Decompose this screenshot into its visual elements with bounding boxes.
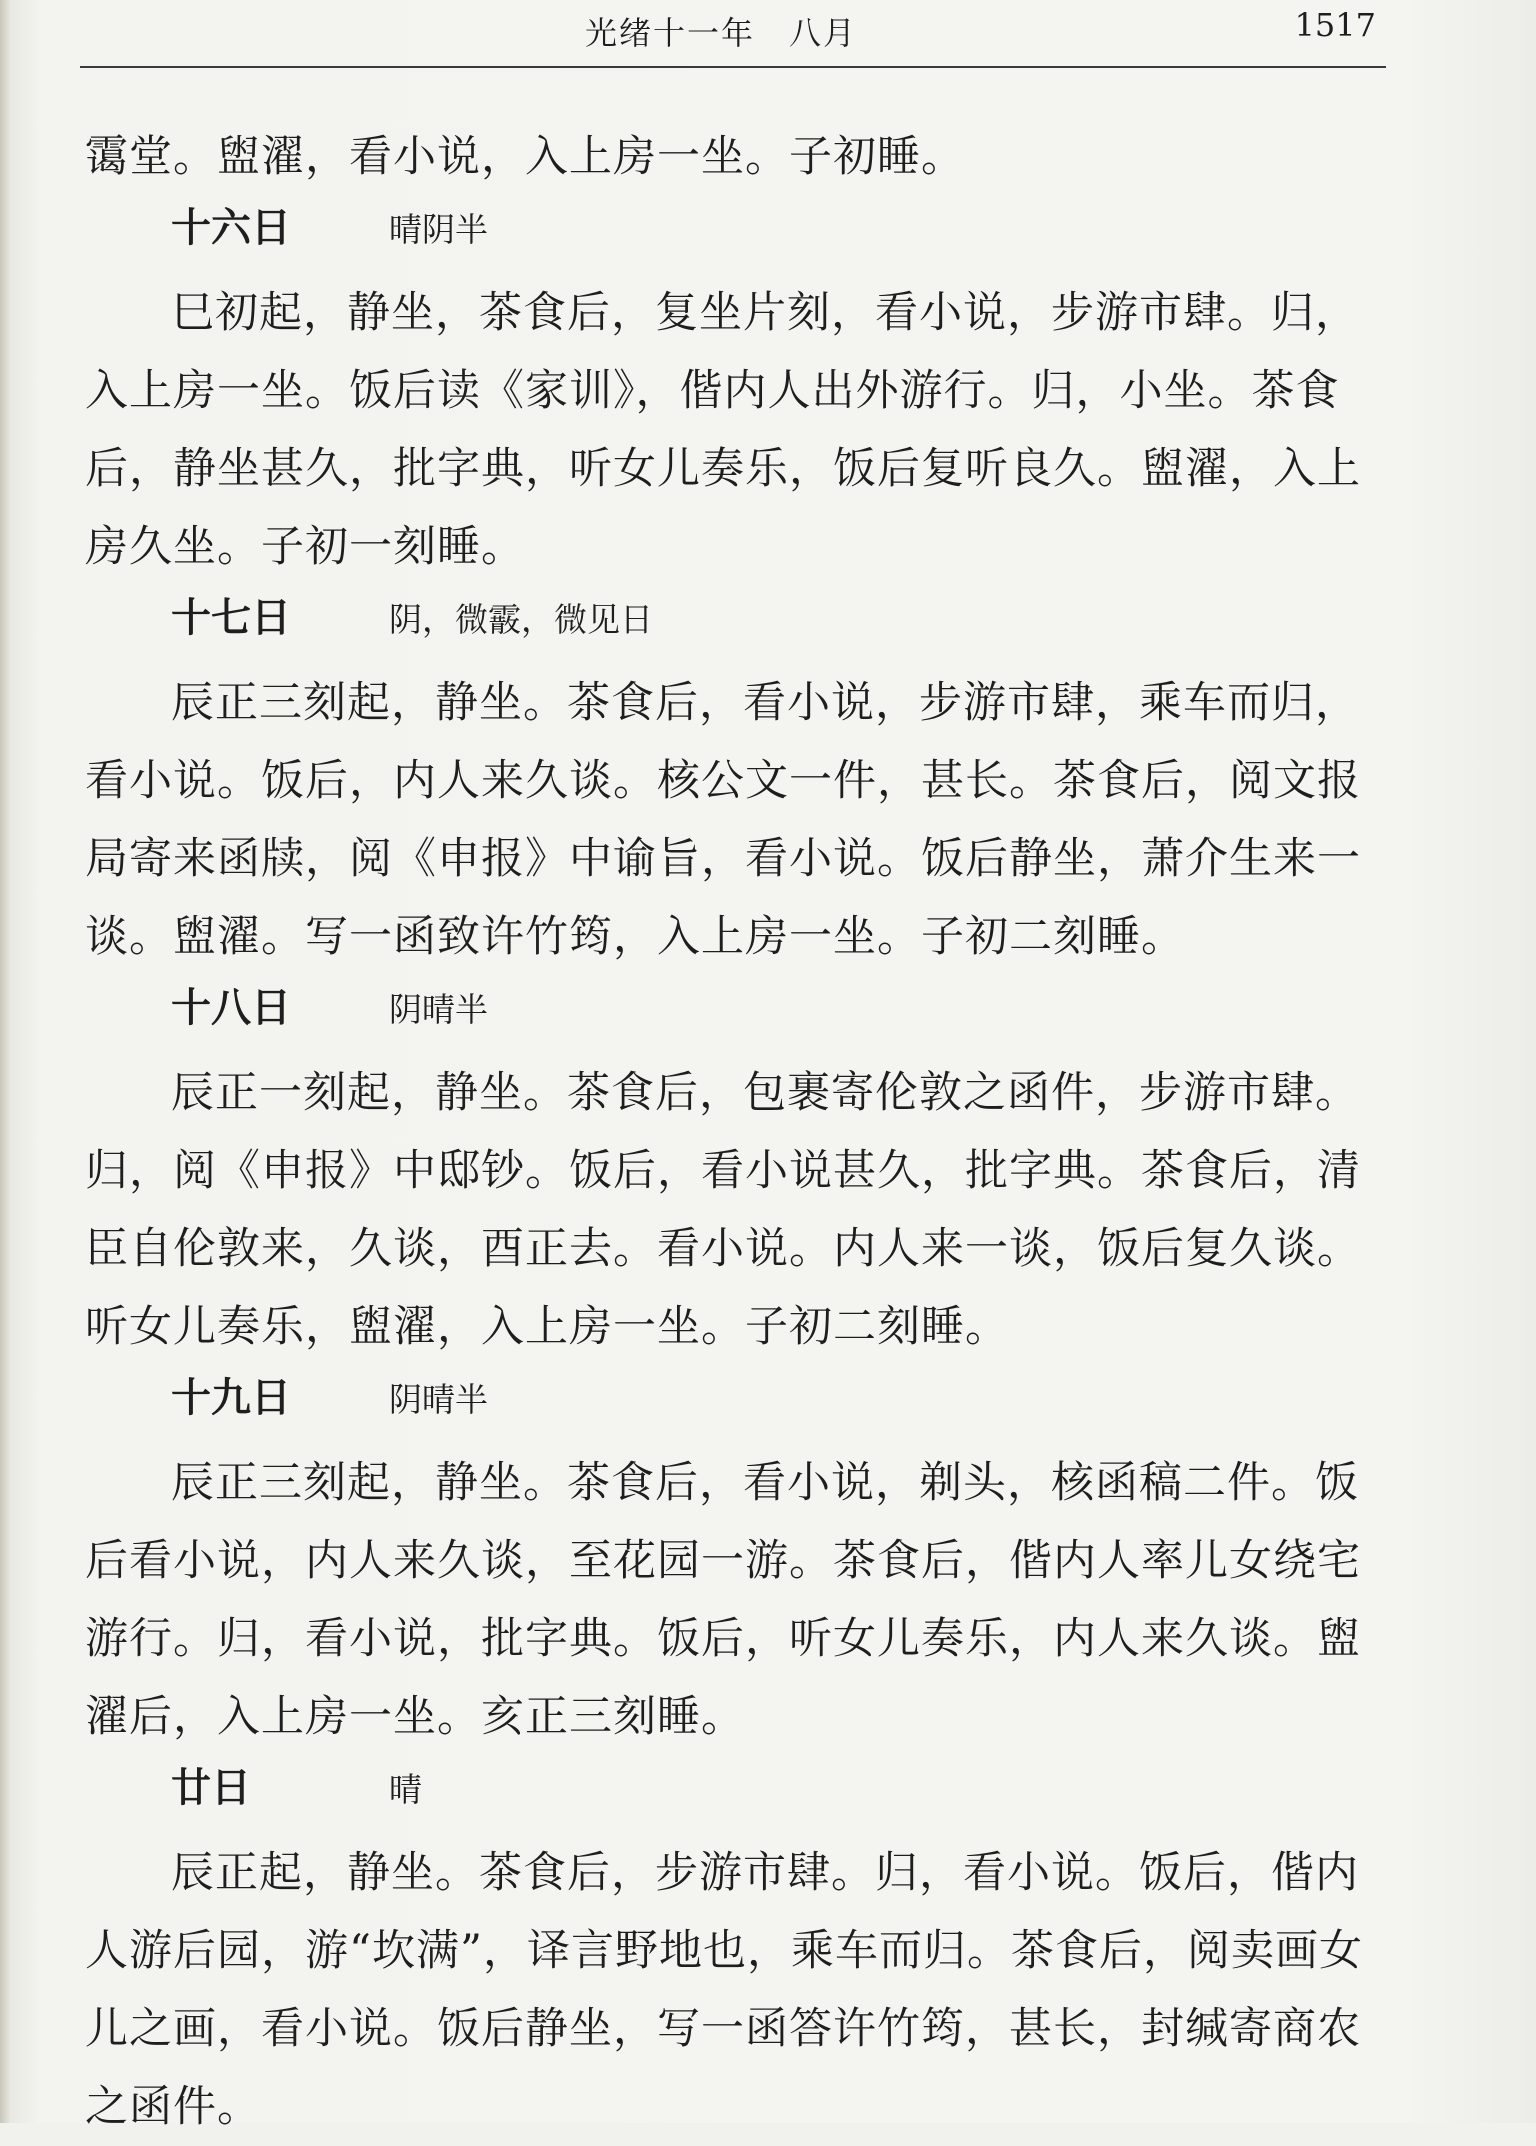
diary-entry-18 — [85, 976, 1385, 1366]
entry-weather: 阴晴半 — [389, 990, 488, 1029]
entry-weather: 阴晴半 — [389, 1380, 488, 1419]
book-spine — [0, 0, 10, 2123]
header-title: 光绪十一年 八月 — [585, 14, 858, 52]
entry-heading — [171, 1756, 1385, 1834]
entry-weather: 阴，微霰，微见日 — [389, 600, 653, 639]
entry-text: 辰正一刻起，静坐。茶食后，包裹寄伦敦之函件，步游市肆。归，阅《申报》中邸钞。饭后，看小说甚久，批字典。茶食后，清臣自伦敦来，久谈，酉正去。看小说。内人来一谈，饭后复久谈。听女儿奏乐，盥濯，入上房一坐。子初二刻睡。 — [85, 1068, 1361, 1352]
diary-entry-20 — [85, 1756, 1385, 2146]
diary-entry-16 — [85, 196, 1385, 586]
entry-day: 十六日 — [171, 205, 291, 251]
running-header — [80, 0, 1386, 68]
entry-heading — [171, 586, 1385, 664]
carryover-paragraph: 霭堂。盥濯，看小说，入上房一坐。子初睡。 — [85, 132, 965, 182]
entry-heading — [171, 976, 1385, 1054]
entry-text: 辰正三刻起，静坐。茶食后，看小说，步游市肆，乘车而归，看小说。饭后，内人来久谈。核公文一件，甚长。茶食后，阅文报局寄来函牍，阅《申报》中谕旨，看小说。饭后静坐，萧介生来一谈。盥濯。写一函致许竹筠，入上房一坐。子初二刻睡。 — [85, 678, 1361, 962]
entry-text: 辰正起，静坐。茶食后，步游市肆。归，看小说。饭后，偕内人游后园，游“坎满”，译言野地也，乘车而归。茶食后，阅卖画女儿之画，看小说。饭后静坐，写一函答许竹筠，甚长，封缄寄商农之函件。 — [85, 1848, 1363, 2132]
entry-day: 十七日 — [171, 595, 291, 641]
entry-day: 十八日 — [171, 985, 291, 1031]
entry-heading — [171, 1366, 1385, 1444]
entry-day: 十九日 — [171, 1375, 291, 1421]
entry-text: 巳初起，静坐，茶食后，复坐片刻，看小说，步游市肆。归，入上房一坐。饭后读《家训》，偕内人出外游行。归，小坐。茶食后，静坐甚久，批字典，听女儿奏乐，饭后复听良久。盥濯，入上房久坐。子初一刻睡。 — [85, 288, 1361, 572]
entry-text: 辰正三刻起，静坐。茶食后，看小说，剃头，核函稿二件。饭后看小说，内人来久谈，至花园一游。茶食后，偕内人率儿女绕宅游行。归，看小说，批字典。饭后，听女儿奏乐，内人来久谈。盥濯后，入上房一坐。亥正三刻睡。 — [85, 1458, 1361, 1742]
page-body — [85, 118, 1385, 2146]
entry-day: 廿日 — [171, 1765, 251, 1811]
page-number: 1517 — [1294, 6, 1376, 44]
diary-entry-17 — [85, 586, 1385, 976]
entry-weather: 晴 — [389, 1770, 422, 1809]
entry-weather: 晴阴半 — [389, 210, 488, 249]
entry-heading — [171, 196, 1385, 274]
diary-entry-19 — [85, 1366, 1385, 1756]
